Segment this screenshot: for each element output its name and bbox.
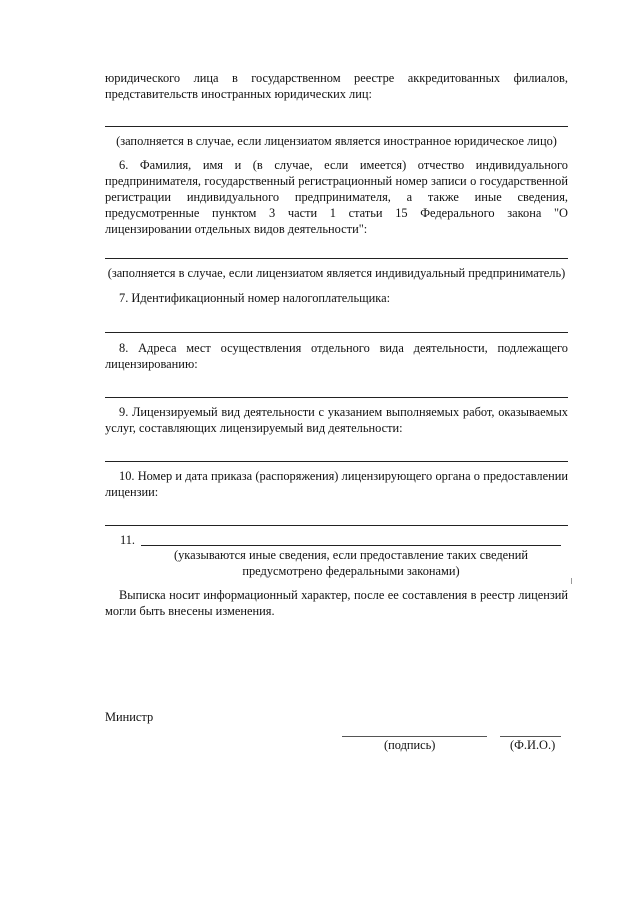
fill-line-activity	[105, 461, 568, 462]
fill-line-addresses	[105, 397, 568, 398]
paragraph-intro: юридического лица в государственном реестре аккредитованных филиалов, представительств иностранных юридических лиц:	[105, 71, 568, 101]
fill-line-foreign	[105, 126, 568, 127]
paragraph-8: 8. Адреса мест осуществления отдельного вида деятельности, подлежащего лицензированию:	[105, 341, 568, 371]
fill-line-order	[105, 525, 568, 526]
fill-line-item-11	[141, 545, 561, 546]
fill-line-ip	[105, 258, 568, 259]
caption-foreign-entity: (заполняется в случае, если лицензиатом является иностранное юридическое лицо)	[116, 134, 557, 148]
minister-title: Министр	[105, 710, 154, 724]
caption-item-11-line2: предусмотрено федеральными законами)	[242, 564, 460, 578]
signature-label: (подпись)	[384, 738, 436, 752]
caption-individual-entrepreneur: (заполняется в случае, если лицензиатом является индивидуальный предприниматель)	[107, 266, 566, 280]
paragraph-extract-note: Выписка носит информационный характер, после ее составления в реестр лицензий могли быть внесены изменения.	[105, 588, 568, 618]
item-11-number: 11.	[120, 533, 136, 547]
paragraph-10: 10. Номер и дата приказа (распоряжения) лицензирующего органа о предоставлении лицензии:	[105, 469, 568, 499]
margin-mark	[571, 578, 572, 584]
paragraph-7: 7. Идентификационный номер налогоплательщика:	[119, 291, 391, 305]
paragraph-6: 6. Фамилия, имя и (в случае, если имеется) отчество индивидуального предпринимателя, государственный регистрационный номер записи о государственной регистрации индивидуального предпринимателя, а также иные сведения, предусмотренные пунктом 3 части 1 статьи 15 Федерального закона "О лицензировании отдельных видов деятельности":	[105, 158, 568, 236]
fill-line-inn	[105, 332, 568, 333]
paragraph-9: 9. Лицензируемый вид деятельности с указанием выполняемых работ, оказываемых услуг, составляющих лицензируемый вид деятельности:	[105, 405, 568, 435]
fio-label: (Ф.И.О.)	[510, 738, 556, 752]
caption-item-11-line1: (указываются иные сведения, если предоставление таких сведений	[173, 548, 529, 562]
